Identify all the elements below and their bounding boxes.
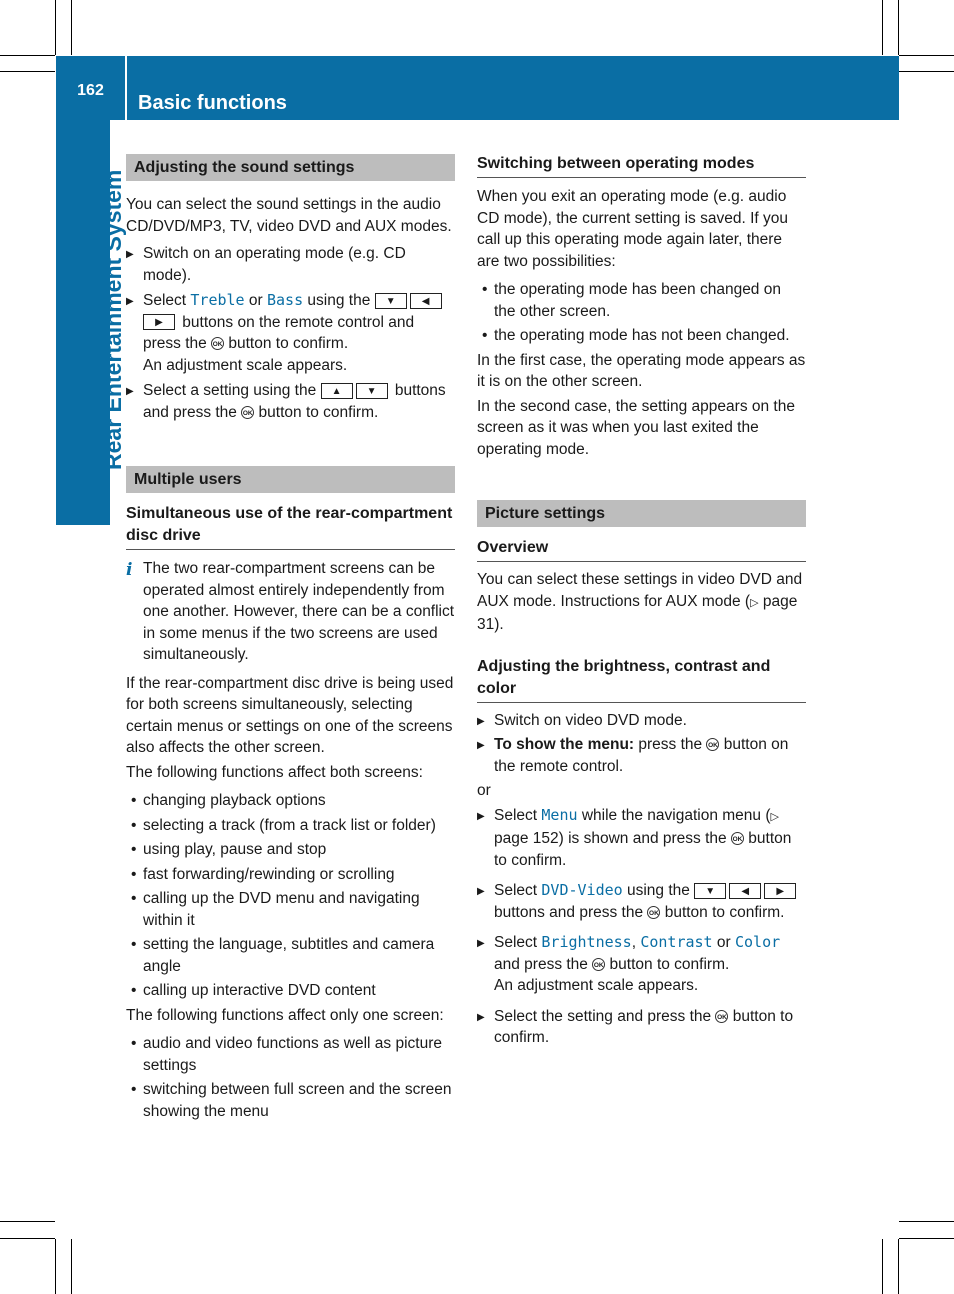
down-key-icon: ▼ xyxy=(356,383,388,399)
section-title: Basic functions xyxy=(138,92,287,114)
crop-mark xyxy=(898,0,899,55)
list-item: • setting the language, subtitles and camera angle xyxy=(126,934,455,977)
page-reference-icon: ▷ xyxy=(750,596,759,609)
crop-mark xyxy=(899,55,954,56)
sound-intro: You can select the sound settings in the audio CD/DVD/MP3, TV, video DVD and AUX modes. xyxy=(126,196,452,235)
color-option: Color xyxy=(734,933,781,951)
list-item: • changing playback options xyxy=(126,790,455,812)
or-text: or xyxy=(477,782,491,799)
right-key-icon: ▶ xyxy=(143,314,175,330)
left-key-icon: ◀ xyxy=(729,883,761,899)
list-item: • switching between full screen and the screen showing the menu xyxy=(126,1079,455,1122)
treble-option: Treble xyxy=(190,291,245,309)
info-icon: i xyxy=(126,560,133,580)
picture-step-6: ▶ Select the setting and press the OK button to confirm. xyxy=(477,1006,806,1049)
brightness-option: Brightness xyxy=(541,933,632,951)
ok-button-icon: OK xyxy=(706,738,719,751)
page-header xyxy=(56,56,899,120)
modes-list xyxy=(477,279,806,347)
crop-mark xyxy=(899,1221,954,1222)
users-para-1: If the rear-compartment disc drive is being used for both screens simultaneously, selecting certain menus or settings on one of the screens also affects the other screen. xyxy=(126,674,454,756)
list-item: • the operating mode has been changed on the other screen. xyxy=(477,279,806,322)
crop-mark xyxy=(71,1239,72,1294)
list-item: • calling up the DVD menu and navigating within it xyxy=(126,888,455,931)
page-reference-icon: ▷ xyxy=(770,810,779,823)
crop-mark xyxy=(71,0,72,55)
left-column xyxy=(126,154,455,1122)
users-para-2: The following functions affect both screens: xyxy=(126,763,423,781)
ok-button-icon: OK xyxy=(731,832,744,845)
list-item: • calling up interactive DVD content xyxy=(126,980,455,1002)
up-key-icon: ▲ xyxy=(321,383,353,399)
ok-button-icon: OK xyxy=(592,958,605,971)
crop-mark xyxy=(899,71,954,72)
multiple-users-heading: Multiple users xyxy=(126,466,455,493)
right-key-icon: ▶ xyxy=(764,883,796,899)
modes-para-1: When you exit an operating mode (e.g. audio CD mode), the current setting is saved. If you call up this operating mode again later, there are two possibilities: xyxy=(477,188,788,270)
left-key-icon: ◀ xyxy=(410,293,442,309)
ok-button-icon: OK xyxy=(715,1010,728,1023)
picture-step-5: ▶ Select Brightness, Contrast or Color and press the OK button to confirm. An adjustment scale appears. xyxy=(477,932,806,997)
picture-step-2: ▶ To show the menu: press the OK button on the remote control. xyxy=(477,734,806,777)
sound-step-1: ▶ Switch on an operating mode (e.g. CD mode). xyxy=(126,243,455,286)
page-number: 162 xyxy=(77,82,104,99)
modes-para-2: In the first case, the operating mode appears as it is on the other screen. xyxy=(477,351,806,390)
crop-mark xyxy=(899,1238,954,1239)
contrast-option: Contrast xyxy=(640,933,713,951)
header-divider xyxy=(125,56,127,120)
crop-mark xyxy=(898,1239,899,1294)
one-screen-list xyxy=(126,1033,455,1122)
bass-option: Bass xyxy=(266,291,304,309)
crop-mark xyxy=(882,1239,883,1294)
overview-subheading: Overview xyxy=(477,537,806,562)
overview-text: You can select these settings in video DVD and AUX mode. Instructions for AUX mode (▷ page 31). xyxy=(477,571,803,633)
users-para-3: The following functions affect only one screen: xyxy=(126,1006,444,1024)
ok-button-icon: OK xyxy=(241,406,254,419)
sound-step-3: ▶ Select a setting using the ▲ ▼ buttons and press the OK button to confirm. xyxy=(126,380,455,423)
list-item: • audio and video functions as well as picture settings xyxy=(126,1033,455,1076)
operating-modes-subheading: Switching between operating modes xyxy=(477,153,806,178)
picture-settings-heading: Picture settings xyxy=(477,500,806,527)
modes-para-3: In the second case, the setting appears on the screen as it was when you last exited the operating mode. xyxy=(477,397,795,458)
ok-button-icon: OK xyxy=(211,337,224,350)
list-item: • fast forwarding/rewinding or scrolling xyxy=(126,864,455,886)
sound-settings-heading: Adjusting the sound settings xyxy=(126,154,455,181)
chapter-side-label: Rear Entertainment System xyxy=(100,169,126,470)
crop-mark xyxy=(55,0,56,55)
down-key-icon: ▼ xyxy=(375,293,407,309)
list-item: • using play, pause and stop xyxy=(126,839,455,861)
both-screens-list xyxy=(126,790,455,1002)
list-item: • selecting a track (from a track list or folder) xyxy=(126,815,455,837)
list-item: • the operating mode has not been changed. xyxy=(477,325,806,347)
crop-mark xyxy=(0,1238,55,1239)
brightness-subheading: Adjusting the brightness, contrast and color xyxy=(477,656,806,703)
crop-mark xyxy=(0,55,55,56)
picture-step-3: ▶ Select Menu while the navigation menu (▷ page 152) is shown and press the OK button to confirm. xyxy=(477,805,806,872)
crop-mark xyxy=(0,71,55,72)
down-key-icon: ▼ xyxy=(694,883,726,899)
picture-step-1: ▶ Switch on video DVD mode. xyxy=(477,710,806,732)
info-note: i The two rear-compartment screens can be operated almost entirely independently from one another. However, there can be a conflict in some menus if the two screens are used simultaneously. xyxy=(126,560,455,663)
crop-mark xyxy=(0,1221,55,1222)
ok-button-icon: OK xyxy=(647,906,660,919)
sound-step-2: ▶ Select Treble or Bass using the ▼ ◀▶ buttons on the remote control and press the OK button to confirm. An adjustment scale appears. xyxy=(126,290,455,376)
picture-step-4: ▶ Select DVD-Video using the ▼ ◀ ▶ buttons and press the OK button to confirm. xyxy=(477,880,806,923)
crop-mark xyxy=(55,1239,56,1294)
disc-drive-subheading: Simultaneous use of the rear-compartment disc drive xyxy=(126,503,455,550)
dvd-video-option: DVD-Video xyxy=(541,881,623,899)
menu-option: Menu xyxy=(541,805,578,824)
right-column xyxy=(477,153,806,1049)
crop-mark xyxy=(882,0,883,55)
